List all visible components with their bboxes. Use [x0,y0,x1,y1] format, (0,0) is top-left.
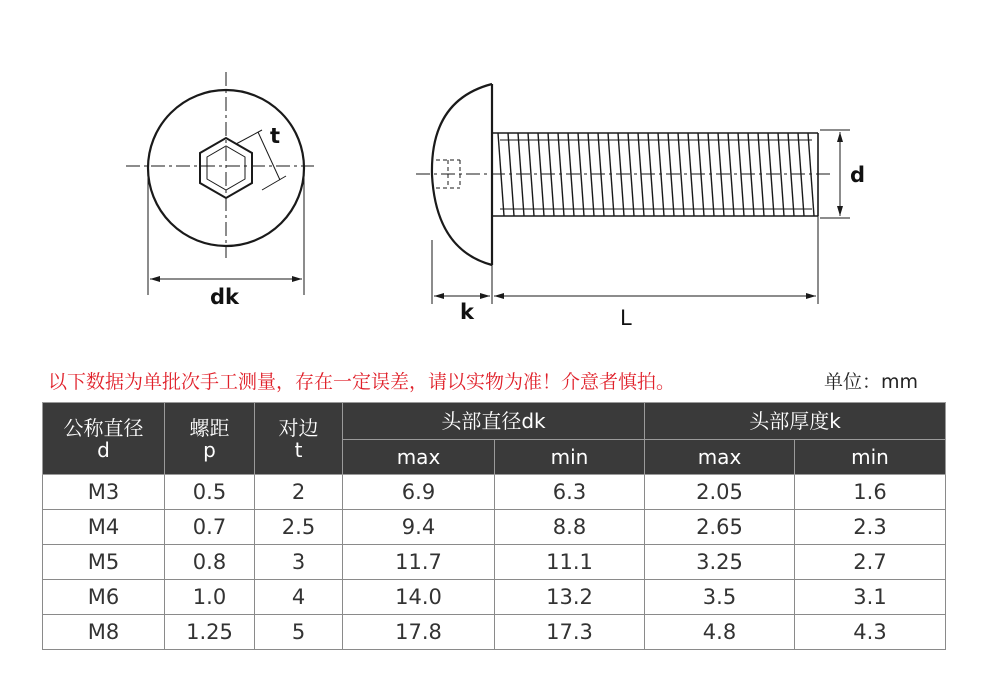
cell-dk-max: 11.7 [343,545,495,580]
cell-across: 5 [255,615,343,650]
cell-pitch: 0.8 [165,545,255,580]
cell-k-min: 3.1 [795,580,946,615]
table-row [43,615,946,650]
cell-pitch: 0.7 [165,510,255,545]
cell-k-min: 2.7 [795,545,946,580]
header-dk-min: min [495,440,645,475]
screw-side-view [416,84,850,304]
cell-pitch: 0.5 [165,475,255,510]
cell-pitch: 1.25 [165,615,255,650]
header-head-thickness: 头部厚度k [645,403,946,440]
table-row [43,475,946,510]
cell-k-max: 2.05 [645,475,795,510]
cell-k-min: 1.6 [795,475,946,510]
spec-table [42,402,946,650]
cell-dk-min: 13.2 [495,580,645,615]
cell-size: M3 [43,475,165,510]
header-k-max: max [645,440,795,475]
label-dk: dk [210,285,239,309]
cell-k-max: 2.65 [645,510,795,545]
cell-pitch: 1.0 [165,580,255,615]
cell-size: M8 [43,615,165,650]
table-row [43,580,946,615]
unit-label: 单位：mm [824,371,919,393]
label-t: t [270,124,281,148]
label-L: L [620,306,632,330]
cell-k-min: 2.3 [795,510,946,545]
header-across-flats: 对边 t [255,403,343,475]
cell-k-max: 3.25 [645,545,795,580]
cell-size: M4 [43,510,165,545]
header-head-diameter: 头部直径dk [343,403,645,440]
header-pitch: 螺距 p [165,403,255,475]
cell-dk-max: 9.4 [343,510,495,545]
cell-dk-max: 6.9 [343,475,495,510]
cell-dk-max: 17.8 [343,615,495,650]
header-k-min: min [795,440,946,475]
measurement-notice: 以下数据为单批次手工测量，存在一定误差，请以实物为准！介意者慎拍。 [48,371,676,393]
cell-dk-min: 8.8 [495,510,645,545]
header-nominal-diameter: 公称直径 d [43,403,165,475]
cell-across: 3 [255,545,343,580]
cell-k-max: 3.5 [645,580,795,615]
cell-across: 2 [255,475,343,510]
cell-k-max: 4.8 [645,615,795,650]
label-d: d [850,163,866,187]
cell-dk-min: 17.3 [495,615,645,650]
cell-size: M6 [43,580,165,615]
cell-k-min: 4.3 [795,615,946,650]
cell-dk-min: 6.3 [495,475,645,510]
label-k: k [460,300,474,324]
table-row [43,510,946,545]
header-dk-max: max [343,440,495,475]
cell-size: M5 [43,545,165,580]
cell-dk-min: 11.1 [495,545,645,580]
cell-across: 2.5 [255,510,343,545]
head-top-view [126,72,314,295]
cell-across: 4 [255,580,343,615]
table-row [43,545,946,580]
cell-dk-max: 14.0 [343,580,495,615]
